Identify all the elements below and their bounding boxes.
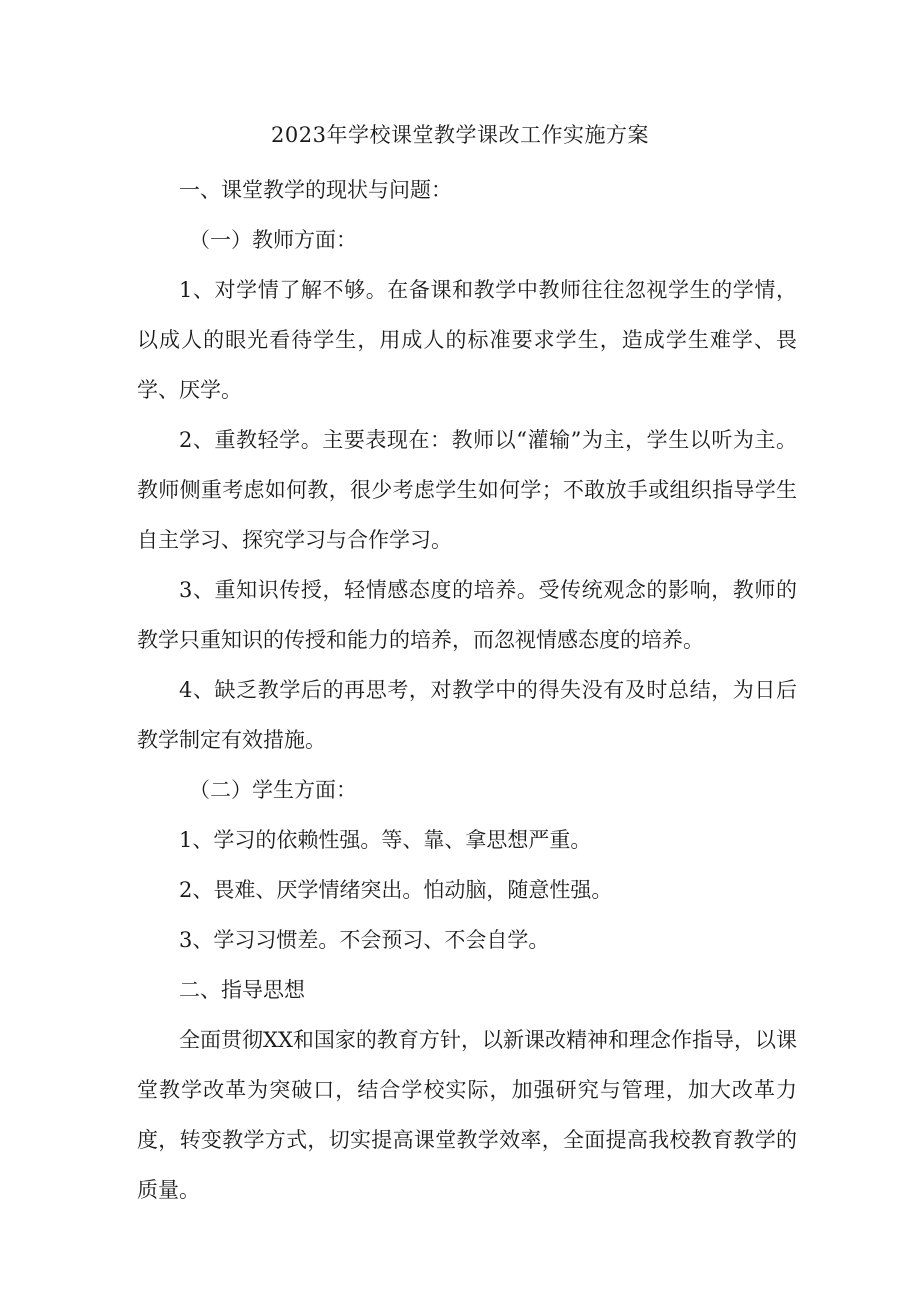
paragraph-teacher-point-4: 4、缺乏教学后的再思考，对教学中的得失没有及时总结，为日后教学制定有效措施。 bbox=[137, 678, 797, 752]
subsection-heading-teachers: （一）教师方面： bbox=[189, 228, 357, 252]
paragraph-teacher-point-3: 3、重知识传授，轻情感态度的培养。受传统观念的影响，教师的教学只重知识的传授和能力的培养，而忽视情感态度的培养。 bbox=[137, 578, 797, 652]
paragraph-teacher-point-1: 1、对学情了解不够。在备课和教学中教师往往忽视学生的学情，以成人的眼光看待学生，用成人的标准要求学生，造成学生难学、畏学、厌学。 bbox=[137, 278, 797, 402]
paragraph-student-point-3: 3、学习习惯差。不会预习、不会自学。 bbox=[179, 928, 550, 952]
paragraph-student-point-1: 1、学习的依赖性强。等、靠、拿思想严重。 bbox=[179, 828, 592, 852]
paragraph-teacher-point-2: 2、重教轻学。主要表现在：教师以“灌输”为主，学生以听为主。教师侧重考虑如何教，很少考虑学生如何学；不敢放手或组织指导学生自主学习、探究学习与合作学习。 bbox=[137, 428, 797, 552]
section-heading-guiding-ideology: 二、指导思想 bbox=[179, 978, 305, 1002]
document-title: 2023年学校课堂教学课改工作实施方案 bbox=[271, 123, 649, 147]
paragraph-student-point-2: 2、畏难、厌学情绪突出。怕动脑，随意性强。 bbox=[179, 878, 613, 902]
section-heading-status: 一、课堂教学的现状与问题： bbox=[179, 178, 452, 202]
document-body bbox=[137, 165, 797, 1215]
subsection-heading-students: （二）学生方面： bbox=[189, 778, 357, 802]
paragraph-guiding-ideology: 全面贯彻XX和国家的教育方针，以新课改精神和理念作指导，以课堂教学改革为突破口，结合学校实际，加强研究与管理，加大改革力度，转变教学方式，切实提高课堂教学效率，全面提高我校教育教学的质量。 bbox=[137, 1028, 797, 1202]
